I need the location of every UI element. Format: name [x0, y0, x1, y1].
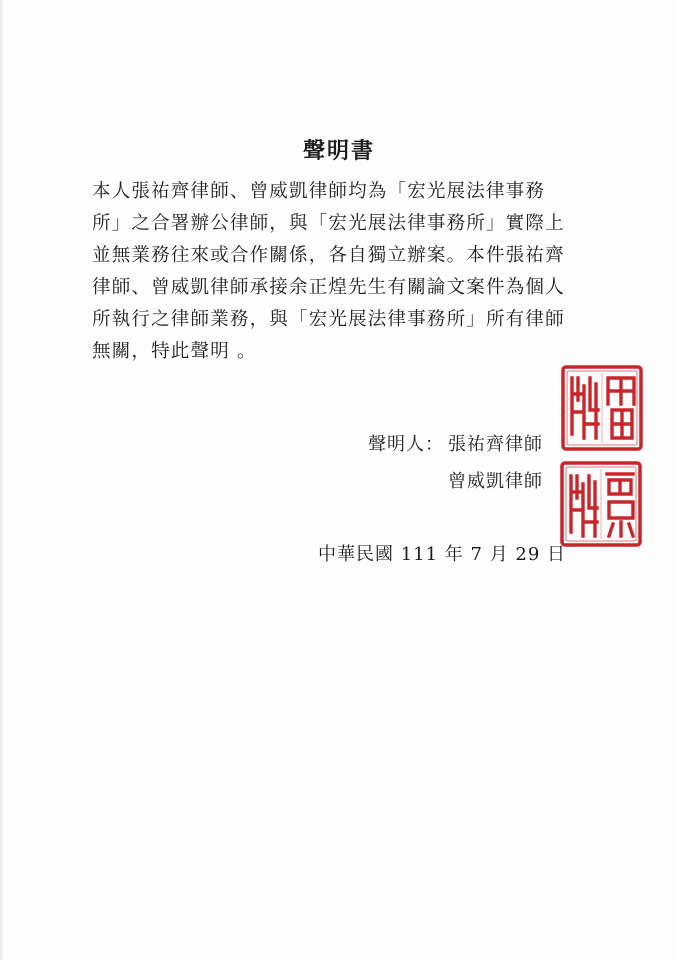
statement-line: 無關，特此聲明 。: [92, 341, 257, 362]
declarant-name: 張祐齊律師: [448, 434, 543, 455]
statement-line: 所執行之律師業務，與「宏光展法律事務所」所有律師: [92, 309, 565, 330]
declarant-name: 曾威凱律師: [448, 471, 543, 492]
statement-line: 並無業務往來或合作關係，各自獨立辦案。本件張祐齊: [92, 245, 565, 266]
seal-stamp: [559, 460, 643, 548]
document-date: 中華民國 111 年 7 月 29 日: [318, 544, 567, 565]
statement-line: 律師、曾威凱律師承接余正煌先生有關論文案件為個人: [92, 277, 565, 298]
statement-line: 所」之合署辦公律師，與「宏光展法律事務所」實際上: [92, 213, 565, 234]
document-title: 聲明書: [302, 138, 375, 164]
statement-line: 本人張祐齊律師、曾威凱律師均為「宏光展法律事務: [92, 181, 546, 202]
statement-body: [92, 176, 592, 368]
declarant-label: 聲明人：: [368, 434, 444, 455]
seal-stamp: [560, 364, 644, 452]
